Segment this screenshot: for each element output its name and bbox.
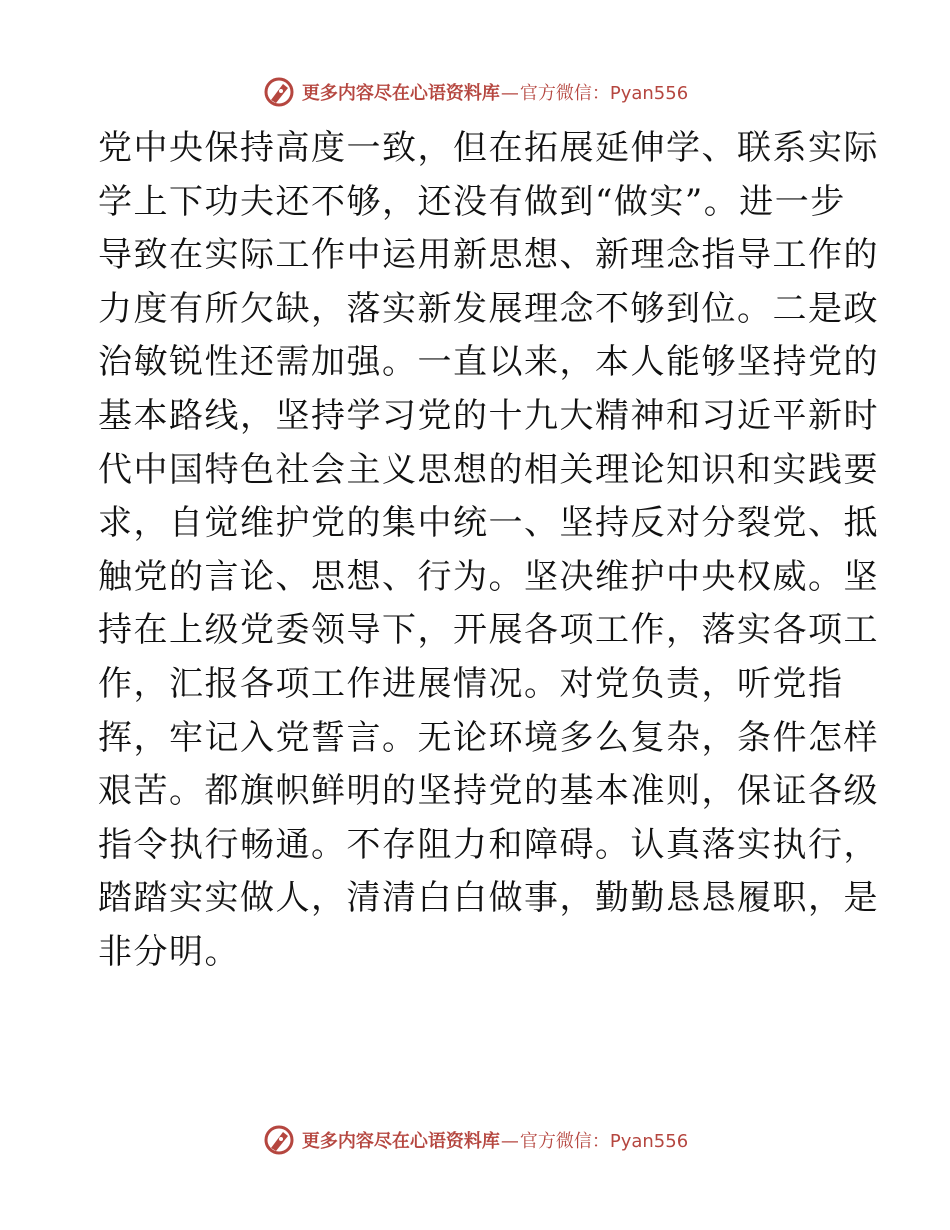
footer-banner	[0, 1120, 950, 1160]
header-dash: —	[500, 83, 519, 104]
body-line: 挥，牢记入党誓言。无论环境多么复杂，条件怎样	[98, 717, 879, 758]
body-line: 触党的言论、思想、行为。坚决维护中央权威。坚	[98, 556, 879, 597]
body-line: 非分明。	[98, 931, 240, 972]
body-line: 作，汇报各项工作进展情况。对党负责，听党指	[98, 663, 844, 704]
body-line: 基本路线，坚持学习党的十九大精神和习近平新时	[98, 395, 879, 436]
body-line: 导致在实际工作中运用新思想、新理念指导工作的	[98, 235, 879, 276]
body-line: 求，自觉维护党的集中统一、坚持反对分裂党、抵	[98, 503, 879, 544]
body-line: 治敏锐性还需加强。一直以来，本人能够坚持党的	[98, 342, 879, 383]
body-line: 党中央保持高度一致，但在拓展延伸学、联系实际	[98, 128, 879, 168]
pen-nib-logo-icon	[262, 75, 296, 109]
body-line: 指令执行畅通。不存阻力和障碍。认真落实执行，	[98, 824, 879, 865]
header-banner-text	[302, 79, 688, 105]
footer-dash: —	[500, 1131, 519, 1152]
body-line: 代中国特色社会主义思想的相关理论知识和实践要	[98, 449, 879, 490]
footer-wechat-text: 官方微信：Pyan556	[519, 1131, 689, 1152]
footer-banner-text	[302, 1127, 688, 1153]
header-brand-text: 更多内容尽在心语资料库	[301, 83, 500, 104]
body-line: 持在上级党委领导下，开展各项工作，落实各项工	[98, 610, 879, 651]
header-banner	[0, 72, 950, 112]
body-line: 学上下功夫还不够，还没有做到“做实”。进一步	[98, 181, 846, 222]
body-line: 力度有所欠缺，落实新发展理念不够到位。二是政	[98, 288, 879, 329]
footer-brand-text: 更多内容尽在心语资料库	[301, 1131, 500, 1152]
document-body	[98, 122, 879, 980]
header-wechat-text: 官方微信：Pyan556	[519, 83, 689, 104]
body-line: 踏踏实实做人，清清白白做事，勤勤恳恳履职，是	[98, 878, 879, 919]
pen-nib-logo-icon	[262, 1123, 296, 1157]
body-line: 艰苦。都旗帜鲜明的坚持党的基本准则，保证各级	[98, 771, 879, 812]
